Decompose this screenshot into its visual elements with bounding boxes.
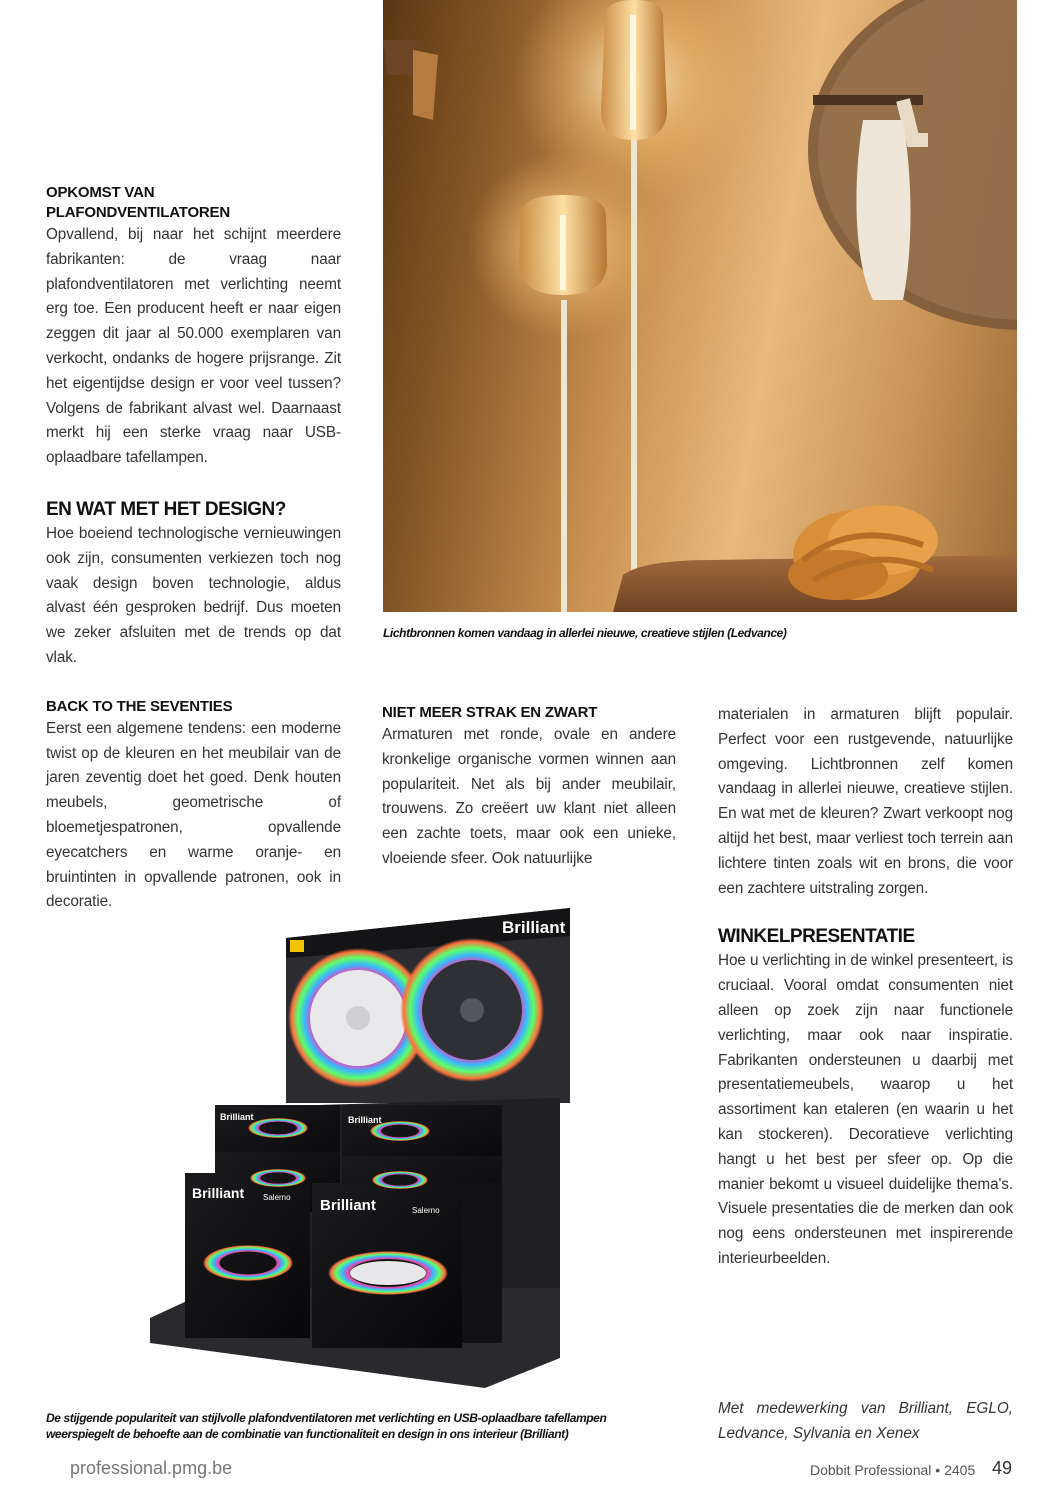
lamps-photo xyxy=(383,0,1017,612)
column-2 xyxy=(382,703,676,872)
display-caption-line-2: weerspiegelt de behoefte aan de combinatie van functionaliteit en design in ons interieur (Brilliant) xyxy=(46,1427,569,1441)
paragraph-winkelpresentatie: Hoe u verlichting in de winkel presenteert, is cruciaal. Vooral omdat consumenten niet alleen op zoek zijn naar functionele verlichting, maar ook naar inspiratie. Fabrikanten ondersteunen u daarbij met presentatiemeubels, waarop u het assortiment kan etaleren (en waarin u het kan stockeren). Decoratieve verlichting hangt u het best per sfeer op. Op die manier bekomt u visueel duidelijke thema's. Visuele presentaties die de merken dan ook nog eens ondersteunen met inspirerende interieurbeelden. xyxy=(718,952,1013,1267)
display-illustration xyxy=(130,888,606,1396)
footer-page-number: 49 xyxy=(992,1458,1013,1478)
paragraph-niet-meer-strak: Armaturen met ronde, ovale en andere kronkelige organische vormen winnen aan populariteit. Net als bij ander meubilair, trouwens. Zo creëert uw klant niet alleen een zachte toets, maar ook een unieke, vloeiende sfeer. Ook natuurlijke xyxy=(382,726,676,867)
heading-seventies: BACK TO THE SEVENTIES xyxy=(46,697,233,715)
heading-opkomst: OPKOMST VAN PLAFONDVENTILATOREN xyxy=(46,184,230,221)
display-brand-label-upper-right: Brilliant xyxy=(348,1115,382,1125)
column-3 xyxy=(718,703,1013,1272)
lamps-illustration xyxy=(383,0,1017,612)
display-model-label-right: Salerno xyxy=(412,1206,440,1215)
credits: Met medewerking van Brilliant, EGLO, Ledvance, Sylvania en Xenex xyxy=(718,1400,1013,1442)
display-model-label-left: Salerno xyxy=(263,1193,291,1202)
heading-niet-meer-strak: NIET MEER STRAK EN ZWART xyxy=(382,704,598,721)
display-brand-label-panel: Brilliant xyxy=(502,918,566,937)
heading-design: EN WAT MET HET DESIGN? xyxy=(46,498,286,520)
lamps-caption: Lichtbronnen komen vandaag in allerlei nieuwe, creatieve stijlen (Ledvance) xyxy=(383,626,787,640)
paragraph-design: Hoe boeiend technologische vernieuwingen ook zijn, consumenten verkiezen toch nog vaak design boven technologie, aldus alvast één gesproken bedrijf. Dus moeten we zeker afsluiten met de trends op dat vlak. xyxy=(46,524,341,666)
display-photo xyxy=(130,888,606,1396)
footer-magazine: Dobbit Professional • 2405 xyxy=(810,1462,976,1478)
footer-url[interactable]: professional.pmg.be xyxy=(70,1458,233,1478)
heading-winkelpresentatie: WINKELPRESENTATIE xyxy=(718,926,915,948)
display-caption xyxy=(46,1410,686,1442)
display-brand-label-upper-left: Brilliant xyxy=(220,1112,254,1122)
paragraph-seventies: Eerst een algemene tendens: een moderne twist op de kleuren en het meubilair van de jaren zeventig doet het goed. Denk houten meubels, geometrische of bloemetjespatronen, opvallende eyecatchers en warme oranje- en bruintinten in opvallende patronen, ook in decoratie. xyxy=(46,719,341,911)
paragraph-materialen: materialen in armaturen blijft populair. Perfect voor een rustgevende, natuurlijke omgeving. Lichtbronnen zelf komen vandaag in allerlei nieuwe, creatieve stijlen. En wat met de kleuren? Zwart verkoopt nog altijd het best, maar verliest toch terrein aan lichtere tinten zoals wit en brons, die voor een zachtere uitstraling zorgen. xyxy=(718,706,1013,897)
column-1 xyxy=(46,183,341,915)
display-brand-label-box-right: Brilliant xyxy=(320,1197,376,1214)
display-brand-label-box-left: Brilliant xyxy=(192,1185,245,1201)
paragraph-opkomst: Opvallend, bij naar het schijnt meerdere fabrikanten: de vraag naar plafondventilatoren met verlichting neemt erg toe. Een producent heeft er naar eigen zeggen dit jaar al 50.000 exemplaren van verkocht, ondanks de hogere prijsrange. Zit het eigentijdse design er voor veel tussen? Volgens de fabrikant alvast wel. Daarnaast merkt hij een sterke vraag naar USB-oplaadbare tafellampen. xyxy=(46,226,341,467)
display-caption-line-1: De stijgende populariteit van stijlvolle plafondventilatoren met verlichting en USB-oplaadbare tafellampen xyxy=(46,1411,607,1425)
